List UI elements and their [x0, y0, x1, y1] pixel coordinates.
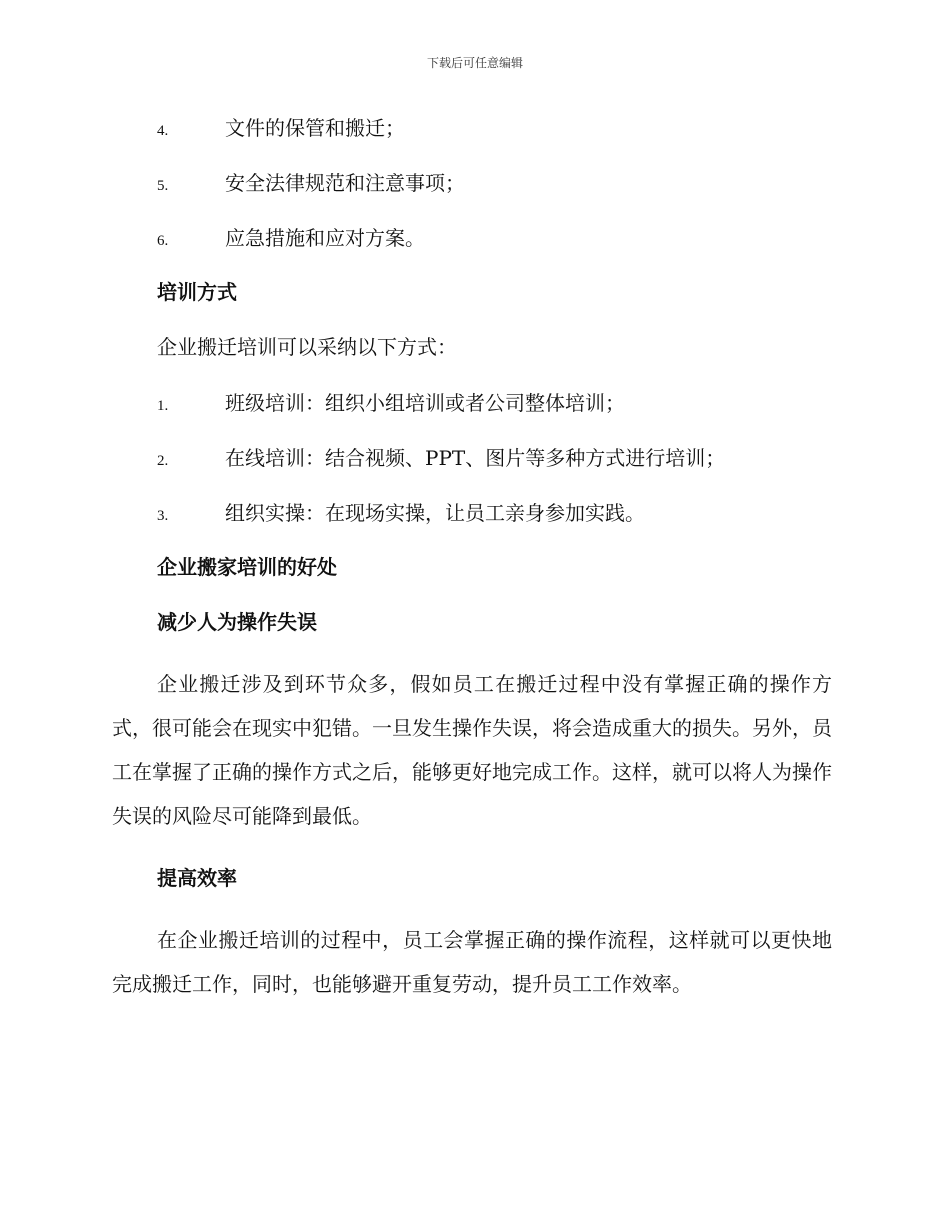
subheading-reduce-errors: 减少人为操作失误: [157, 610, 317, 634]
list-text: 文件的保管和搬迁；: [225, 116, 405, 140]
list-text: 应急措施和应对方案。: [225, 226, 425, 250]
list-item: [157, 222, 832, 252]
list-number: 3.: [157, 508, 169, 524]
list-text: 在线培训：结合视频、PPT、图片等多种方式进行培训；: [225, 446, 726, 470]
list-number: 2.: [157, 453, 169, 469]
list-text: 组织实操：在现场实操，让员工亲身参加实践。: [225, 501, 645, 525]
page-header: 下载后可任意编辑: [426, 56, 523, 70]
list-item: [157, 112, 832, 142]
list-text: 安全法律规范和注意事项；: [225, 171, 465, 195]
paragraph-efficiency: 在企业搬迁培训的过程中，员工会掌握正确的操作流程，这样就可以更快地完成搬迁工作，同时，也能够避开重复劳动，提升员工工作效率。: [112, 928, 832, 996]
section-heading-benefits: 企业搬家培训的好处: [157, 555, 337, 579]
list-item: [157, 442, 832, 472]
list-item: [157, 167, 832, 197]
list-item: [157, 497, 832, 527]
training-lead-text: 企业搬迁培训可以采纳以下方式：: [157, 335, 457, 359]
list-text: 班级培训：组织小组培训或者公司整体培训；: [225, 391, 625, 415]
list-number: 6.: [157, 233, 169, 249]
list-number: 4.: [157, 123, 169, 139]
paragraph-reduce-errors: 企业搬迁涉及到环节众多，假如员工在搬迁过程中没有掌握正确的操作方式，很可能会在现实中犯错。一旦发生操作失误，将会造成重大的损失。另外，员工在掌握了正确的操作方式之后，能够更好地完成工作。这样，就可以将人为操作失误的风险尽可能降到最低。: [112, 672, 832, 828]
section-heading-training: 培训方式: [157, 280, 237, 304]
subheading-efficiency: 提高效率: [157, 866, 237, 890]
list-item: [157, 387, 832, 417]
document-body: [112, 112, 832, 1031]
list-number: 5.: [157, 178, 169, 194]
list-number: 1.: [157, 398, 169, 414]
